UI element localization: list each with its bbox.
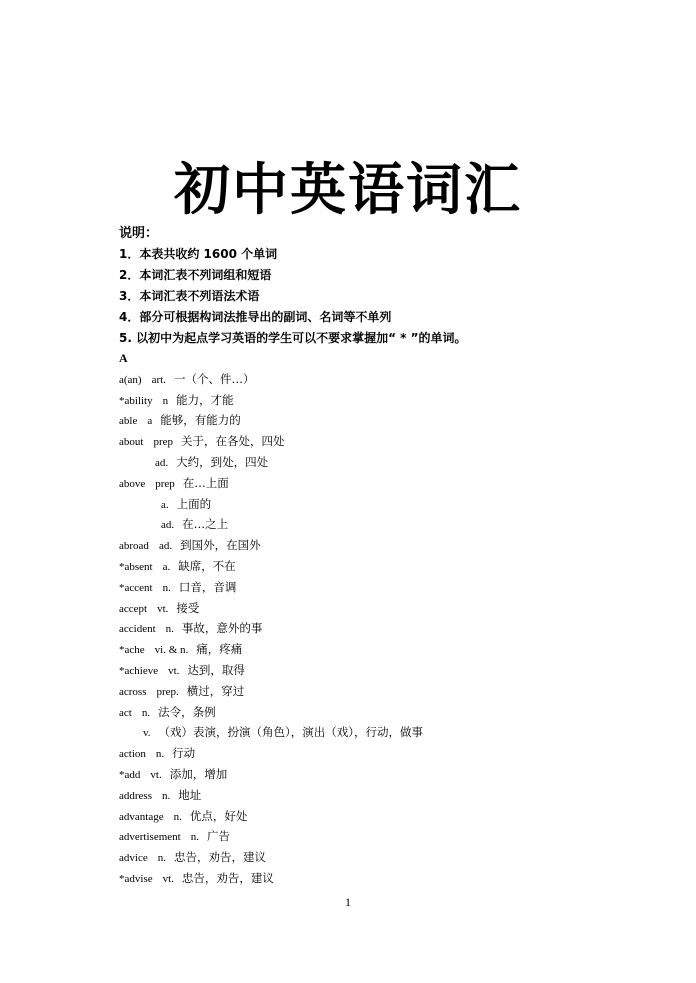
entry-definition: 广告 xyxy=(206,829,230,844)
entry-definition: 到国外，在国外 xyxy=(180,538,261,553)
entry-word: across xyxy=(119,685,147,698)
entry-definition: 横过，穿过 xyxy=(186,683,245,698)
vocab-entry xyxy=(119,494,423,515)
entry-part-of-speech: prep xyxy=(155,477,175,490)
vocab-entry xyxy=(119,639,423,660)
notes-heading: 说明： xyxy=(119,226,159,241)
vocab-entry xyxy=(119,743,423,764)
entry-word: action xyxy=(119,748,146,761)
entry-part-of-speech: ad. xyxy=(155,456,169,469)
entry-word: advertisement xyxy=(119,831,181,844)
notes-section xyxy=(119,223,467,349)
entry-part-of-speech: n. xyxy=(162,581,171,594)
note-item: 4．部分可根据构词法推导出的副词、名词等不单列 xyxy=(119,310,392,324)
entry-part-of-speech: n. xyxy=(162,789,171,802)
vocab-entry xyxy=(119,369,423,390)
entry-definition: 口音，音调 xyxy=(178,579,237,594)
vocabulary-list xyxy=(119,348,423,889)
vocab-entry xyxy=(119,764,423,785)
entry-part-of-speech: n. xyxy=(155,748,165,761)
entry-word: *achieve xyxy=(119,664,159,677)
entry-definition: 上面的 xyxy=(176,496,212,511)
entry-word: *ability xyxy=(119,394,153,407)
vocab-entry xyxy=(119,722,423,743)
entry-part-of-speech: vi. & n. xyxy=(154,644,189,657)
entry-definition: 添加，增加 xyxy=(169,766,228,781)
entry-part-of-speech: vt. xyxy=(162,872,174,885)
entry-definition: 大约，到处，四处 xyxy=(176,454,269,469)
vocab-entry xyxy=(119,868,423,889)
vocab-entry xyxy=(119,390,423,411)
section-letter: A xyxy=(119,351,128,365)
document-title: 初中英语词汇 xyxy=(174,157,522,223)
entry-part-of-speech: n. xyxy=(165,623,174,636)
entry-word: a(an) xyxy=(119,373,142,386)
vocab-entry xyxy=(119,681,423,702)
vocab-entry xyxy=(119,847,423,868)
entry-word: act xyxy=(119,706,132,719)
entry-word: *absent xyxy=(119,560,153,573)
note-item: 1．本表共收约 1600 个单词 xyxy=(119,247,278,261)
entry-definition: 忠告，劝告，建议 xyxy=(181,870,274,885)
entry-word: able xyxy=(119,415,138,428)
vocab-entry xyxy=(119,514,423,535)
entry-definition: 行动 xyxy=(172,746,196,761)
entry-word: *advise xyxy=(119,872,153,885)
entry-definition: 法令，条例 xyxy=(158,704,216,719)
note-item: 2．本词汇表不列词组和短语 xyxy=(119,268,272,282)
entry-definition: 事故，意外的事 xyxy=(181,621,263,636)
entry-part-of-speech: ad. xyxy=(158,540,173,553)
entry-part-of-speech: prep. xyxy=(156,685,179,698)
entry-definition: 忠告，劝告，建议 xyxy=(173,850,266,865)
entry-part-of-speech: n xyxy=(162,394,169,407)
entry-part-of-speech: n. xyxy=(157,852,166,865)
entry-part-of-speech: ad. xyxy=(161,519,175,532)
entry-part-of-speech: a. xyxy=(162,560,171,573)
entry-definition: 痛，疼痛 xyxy=(196,642,243,657)
entry-word: above xyxy=(119,477,146,490)
entry-word: about xyxy=(119,436,144,449)
vocab-entry xyxy=(119,702,423,723)
note-item: 3．本词汇表不列语法术语 xyxy=(119,289,260,303)
entry-word: *accent xyxy=(119,581,153,594)
entry-word: accept xyxy=(119,602,148,615)
note-item: 5. 以初中为起点学习英语的学生可以不要求掌握加“ * ”的单词。 xyxy=(119,331,467,345)
vocab-entry xyxy=(119,473,423,494)
entry-part-of-speech: n. xyxy=(173,810,182,823)
entry-part-of-speech: n. xyxy=(190,831,199,844)
vocab-entry xyxy=(119,577,423,598)
entry-part-of-speech: a xyxy=(147,415,153,428)
entry-part-of-speech: vt. xyxy=(168,664,180,677)
entry-part-of-speech: vt. xyxy=(157,602,169,615)
entry-word: *ache xyxy=(119,644,145,657)
entry-part-of-speech: n. xyxy=(141,706,151,719)
entry-definition: 地址 xyxy=(178,787,202,802)
entry-part-of-speech: art. xyxy=(151,373,166,386)
entry-word: address xyxy=(119,789,152,802)
vocab-entry xyxy=(119,806,423,827)
entry-definition: 缺席，不在 xyxy=(178,558,236,573)
vocab-entry xyxy=(119,618,423,639)
entry-word: advantage xyxy=(119,810,164,823)
vocab-entry xyxy=(119,431,423,452)
entry-word: advice xyxy=(119,852,148,865)
entry-definition: 达到，取得 xyxy=(187,662,245,677)
vocab-entry xyxy=(119,660,423,681)
entry-word: accident xyxy=(119,623,156,636)
vocab-entry xyxy=(119,410,423,431)
entry-definition: 优点，好处 xyxy=(189,808,248,823)
vocab-entry xyxy=(119,826,423,847)
vocab-entry xyxy=(119,785,423,806)
entry-definition: 关于，在各处，四处 xyxy=(181,434,285,449)
entry-definition: 能力，才能 xyxy=(176,392,234,407)
entry-part-of-speech: a. xyxy=(161,498,169,511)
vocab-entry xyxy=(119,535,423,556)
entry-definition: 接受 xyxy=(176,600,200,615)
page-number: 1 xyxy=(345,895,351,909)
vocab-entry xyxy=(119,452,423,473)
entry-part-of-speech: v. xyxy=(143,727,151,740)
entry-definition: 在…之上 xyxy=(182,517,229,532)
vocab-entry xyxy=(119,556,423,577)
vocab-entry xyxy=(119,598,423,619)
entry-definition: 在…上面 xyxy=(182,475,229,490)
entry-word: abroad xyxy=(119,540,149,553)
entry-word: *add xyxy=(119,768,141,781)
entry-definition: 能够，有能力的 xyxy=(160,413,241,428)
entry-definition: 一（个、件…） xyxy=(173,371,255,386)
entry-part-of-speech: prep xyxy=(153,436,173,449)
entry-definition: （戏）表演，扮演（角色），演出（戏），行动，做事 xyxy=(158,725,424,740)
entry-part-of-speech: vt. xyxy=(150,768,162,781)
